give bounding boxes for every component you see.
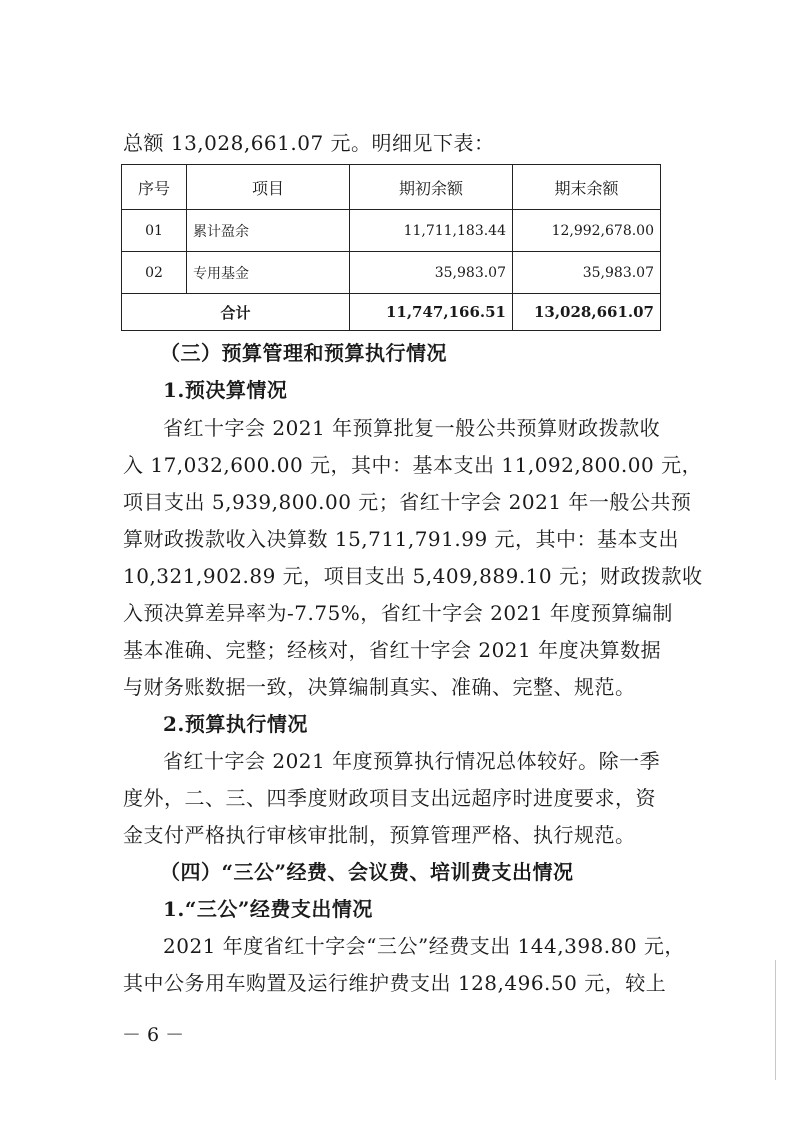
table-row bbox=[122, 252, 661, 294]
row-end: 12,992,678.00 bbox=[513, 210, 661, 252]
paragraph-line: 2021 年度省红十字会“三公”经费支出 144,398.80 元， bbox=[163, 934, 685, 958]
paragraph-line: 省红十字会 2021 年预算批复一般公共预算财政拨款收 bbox=[163, 416, 661, 440]
table-total-row bbox=[122, 294, 661, 331]
col-header-no: 序号 bbox=[122, 165, 187, 210]
page-number: － 6 － bbox=[122, 1024, 185, 1046]
intro-text: 总额 13,028,661.07 元。明细见下表： bbox=[123, 131, 495, 155]
section3-heading: （三）预算管理和预算执行情况 bbox=[160, 341, 447, 365]
col-header-item: 项目 bbox=[187, 165, 350, 210]
paragraph-line: 省红十字会 2021 年度预算执行情况总体较好。除一季 bbox=[163, 749, 661, 773]
row-item: 累计盈余 bbox=[187, 210, 350, 252]
scan-edge-mark bbox=[775, 960, 776, 1080]
total-start: 11,747,166.51 bbox=[350, 294, 513, 331]
section3-sub1: 1.预决算情况 bbox=[163, 378, 288, 402]
paragraph-line: 算财政拨款收入决算数 15,711,791.99 元，其中：基本支出 bbox=[123, 527, 680, 551]
paragraph-line: 入 17,032,600.00 元，其中：基本支出 11,092,800.00 元， bbox=[123, 453, 703, 477]
total-end: 13,028,661.07 bbox=[513, 294, 661, 331]
section3-sub2: 2.预算执行情况 bbox=[163, 712, 308, 736]
paragraph-line: 其中公务用车购置及运行维护费支出 128,496.50 元，较上 bbox=[123, 971, 667, 995]
total-label: 合计 bbox=[122, 294, 350, 331]
row-end: 35,983.07 bbox=[513, 252, 661, 294]
paragraph-line: 入预决算差异率为-7.75%，省红十字会 2021 年度预算编制 bbox=[123, 601, 673, 625]
section4-sub1: 1.“三公”经费支出情况 bbox=[163, 897, 373, 921]
paragraph-line: 度外，二、三、四季度财政项目支出远超序时进度要求，资 bbox=[123, 786, 656, 810]
paragraph-line: 10,321,902.89 元，项目支出 5,409,889.10 元；财政拨款收 bbox=[123, 564, 703, 588]
col-header-start: 期初余额 bbox=[350, 165, 513, 210]
row-no: 01 bbox=[122, 210, 187, 252]
balance-table bbox=[121, 164, 661, 331]
table-header-row bbox=[122, 165, 661, 210]
row-no: 02 bbox=[122, 252, 187, 294]
section4-heading: （四）“三公”经费、会议费、培训费支出情况 bbox=[160, 860, 574, 884]
paragraph-line: 项目支出 5,939,800.00 元；省红十字会 2021 年一般公共预 bbox=[123, 490, 692, 514]
table-row bbox=[122, 210, 661, 252]
row-item: 专用基金 bbox=[187, 252, 350, 294]
paragraph-line: 金支付严格执行审核审批制，预算管理严格、执行规范。 bbox=[123, 823, 636, 847]
row-start: 11,711,183.44 bbox=[350, 210, 513, 252]
paragraph-line: 基本准确、完整；经核对，省红十字会 2021 年度决算数据 bbox=[123, 638, 662, 662]
row-start: 35,983.07 bbox=[350, 252, 513, 294]
col-header-end: 期末余额 bbox=[513, 165, 661, 210]
paragraph-line: 与财务账数据一致，决算编制真实、准确、完整、规范。 bbox=[123, 675, 636, 699]
